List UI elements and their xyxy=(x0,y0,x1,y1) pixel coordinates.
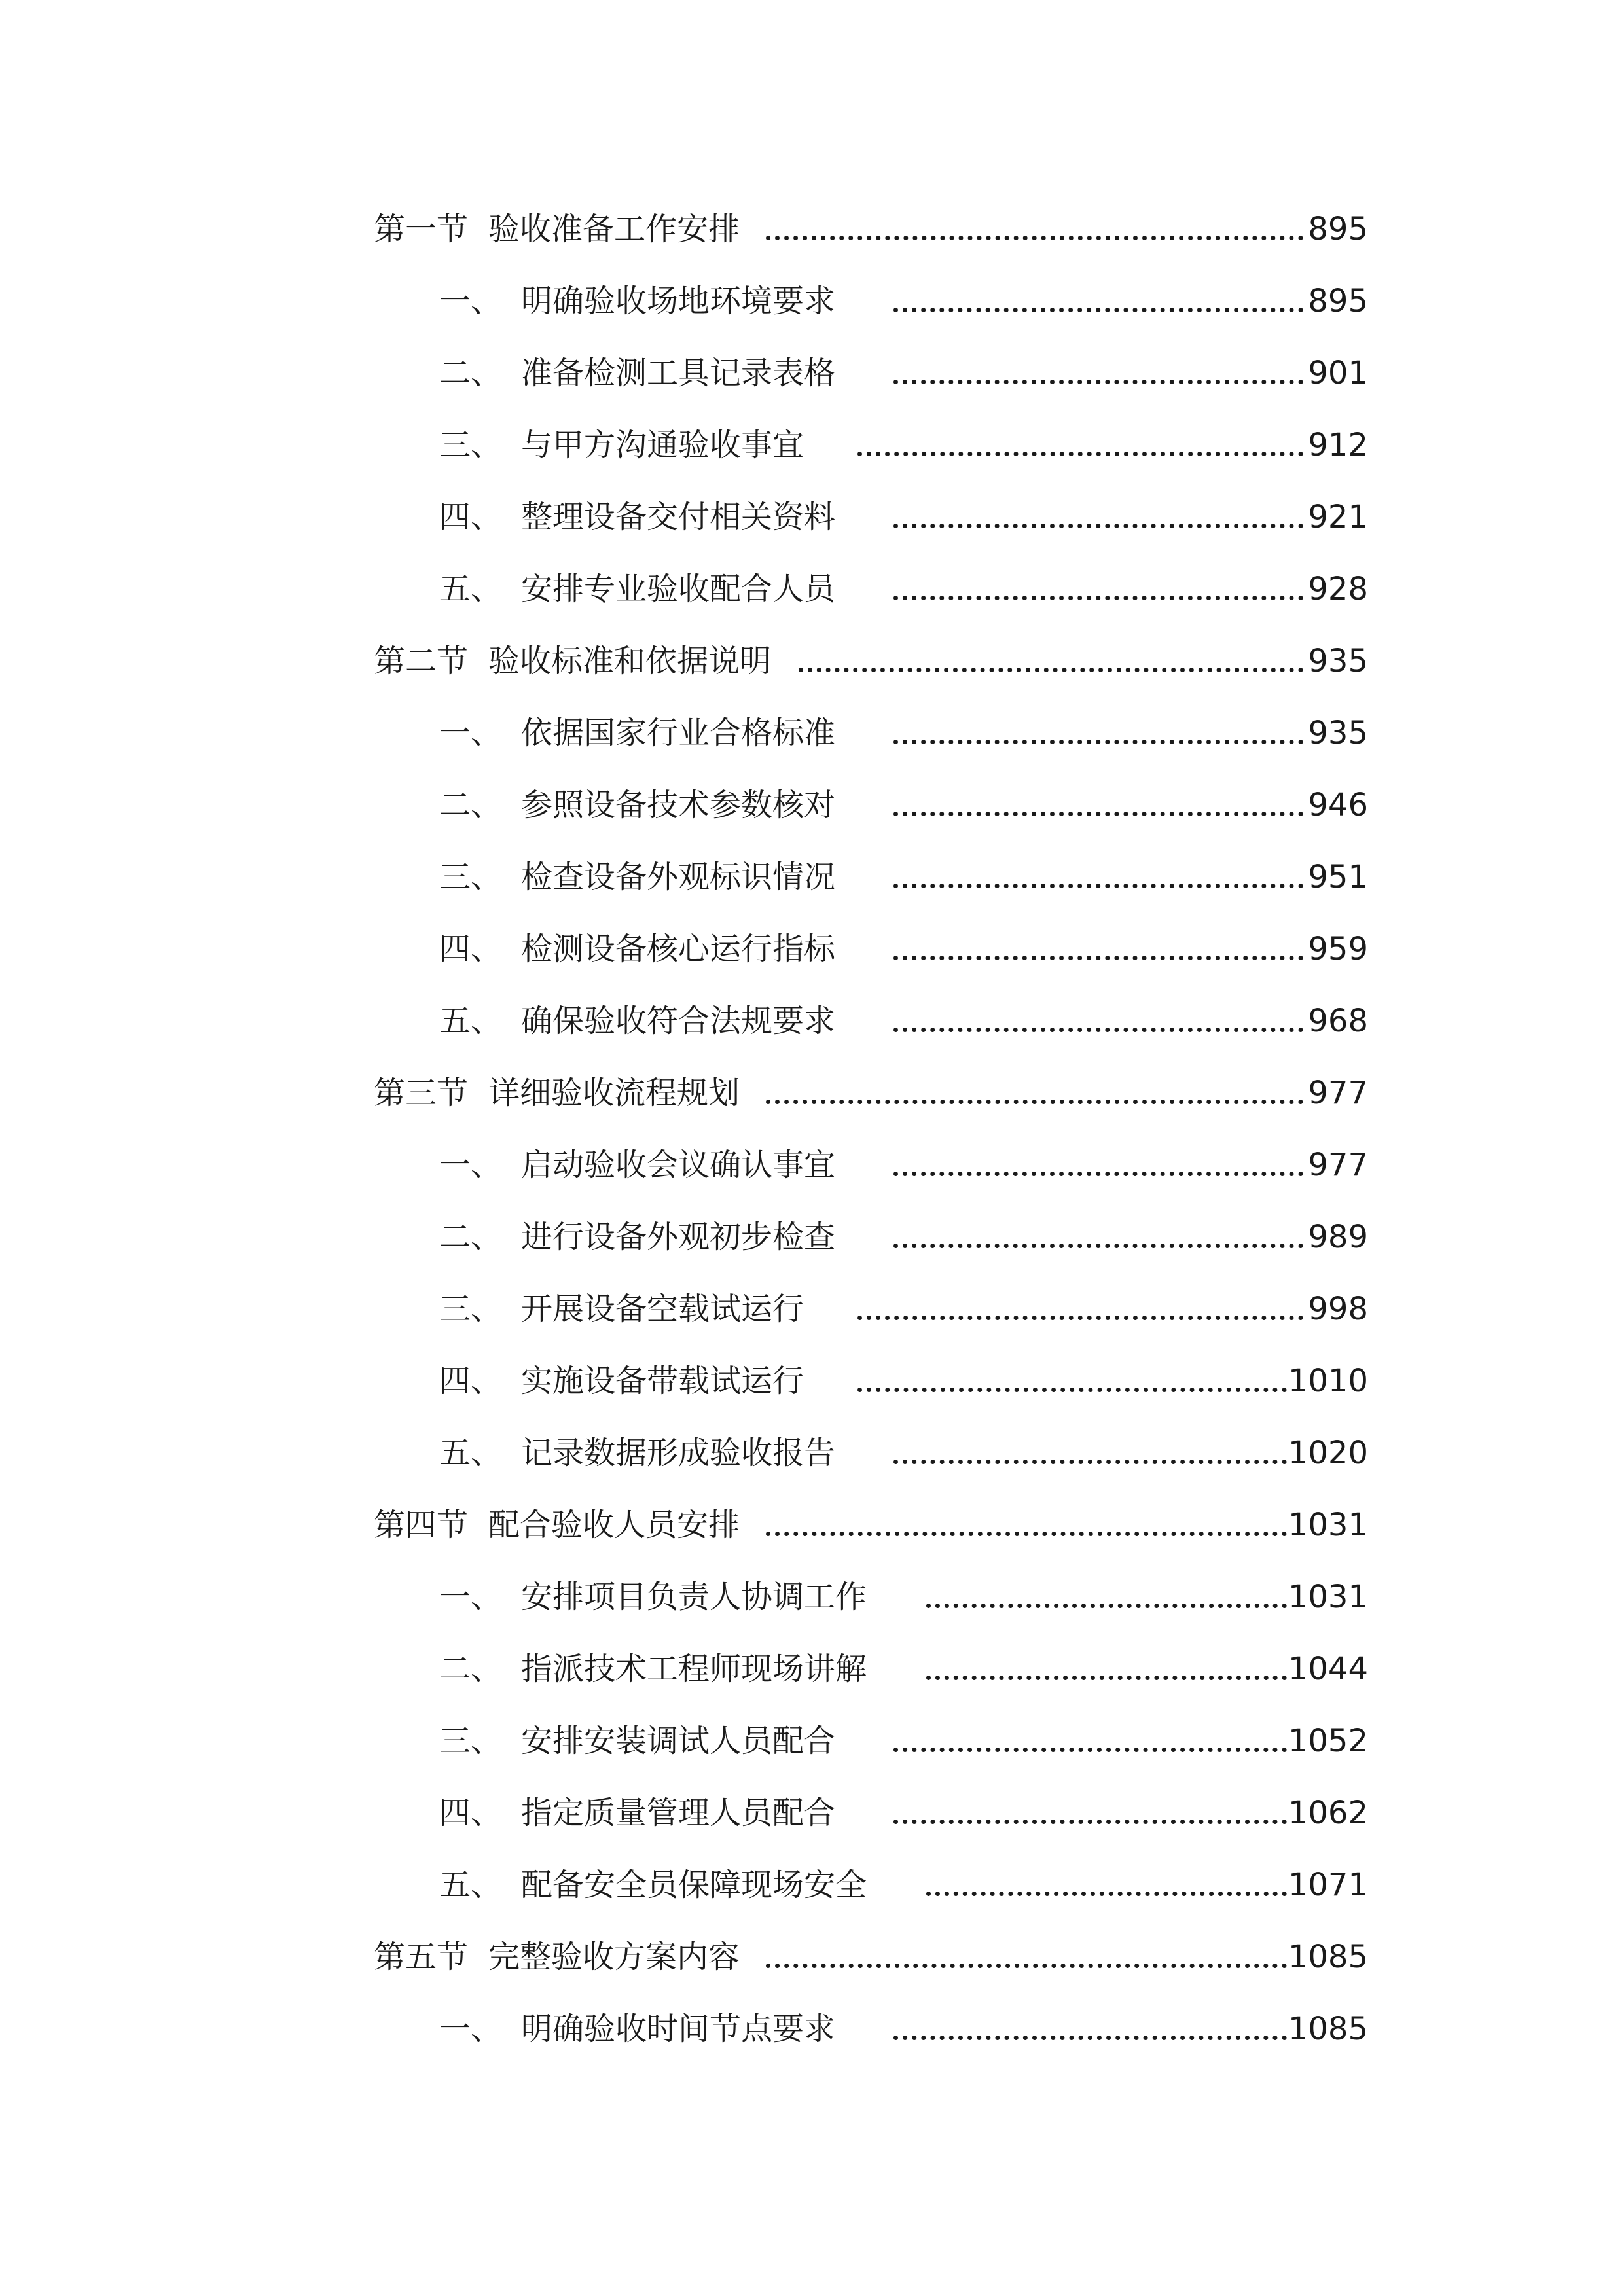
toc-item-title: 检查设备外观标识情况 xyxy=(521,859,836,895)
toc-page-number: 989 xyxy=(1308,1219,1368,1255)
toc-leader-dots xyxy=(766,1100,1303,1104)
toc-item-title: 配备安全员保障现场安全 xyxy=(521,1867,867,1903)
toc-item-number: 五、 xyxy=(439,1003,503,1039)
toc-page-number: 1010 xyxy=(1288,1363,1368,1399)
toc-section-number: 第四节 xyxy=(374,1507,469,1543)
toc-item-number: 三、 xyxy=(439,1291,503,1327)
toc-item-number: 四、 xyxy=(439,499,503,535)
toc-item-title: 记录数据形成验收报告 xyxy=(521,1435,836,1471)
toc-item[interactable] xyxy=(0,563,1624,615)
toc-page-number: 1020 xyxy=(1288,1435,1368,1471)
toc-page-number: 912 xyxy=(1308,427,1368,463)
toc-page-number: 951 xyxy=(1308,859,1368,895)
toc-leader-dots xyxy=(893,308,1303,312)
toc-item-title: 安排项目负责人协调工作 xyxy=(521,1579,867,1615)
toc-item-title: 明确验收场地环境要求 xyxy=(521,283,836,319)
toc-item-title: 依据国家行业合格标准 xyxy=(521,715,836,751)
toc-item-title: 明确验收时间节点要求 xyxy=(521,2011,836,2047)
toc-item[interactable] xyxy=(0,1787,1624,1839)
toc-page-number: 1031 xyxy=(1288,1507,1368,1543)
toc-item[interactable] xyxy=(0,1859,1624,1911)
toc-leader-dots xyxy=(893,1244,1303,1248)
toc-item-title: 开展设备空载试运行 xyxy=(521,1291,804,1327)
toc-item[interactable] xyxy=(0,1427,1624,1479)
toc-section-number: 第一节 xyxy=(374,211,469,247)
toc-item[interactable] xyxy=(0,995,1624,1047)
toc-page-number: 901 xyxy=(1308,355,1368,391)
toc-section-title: 验收准备工作安排 xyxy=(488,211,740,247)
toc-leader-dots xyxy=(857,1316,1303,1320)
toc-item-number: 五、 xyxy=(439,1867,503,1903)
toc-page-number: 998 xyxy=(1308,1291,1368,1327)
toc-item[interactable] xyxy=(0,779,1624,831)
toc-page-number: 959 xyxy=(1308,931,1368,967)
toc-item-number: 三、 xyxy=(439,859,503,895)
toc-item[interactable] xyxy=(0,1715,1624,1767)
toc-item-title: 进行设备外观初步检查 xyxy=(521,1219,836,1255)
toc-item-title: 指定质量管理人员配合 xyxy=(521,1795,836,1831)
toc-item-title: 与甲方沟通验收事宜 xyxy=(521,427,804,463)
toc-leader-dots xyxy=(893,812,1303,816)
toc-leader-dots xyxy=(766,1532,1287,1536)
toc-leader-dots xyxy=(893,1820,1287,1824)
toc-item[interactable] xyxy=(0,851,1624,903)
toc-section-3[interactable] xyxy=(0,1067,1624,1119)
toc-page-number: 935 xyxy=(1308,643,1368,679)
toc-item[interactable] xyxy=(0,1211,1624,1263)
toc-item-number: 五、 xyxy=(439,1435,503,1471)
toc-item[interactable] xyxy=(0,1643,1624,1695)
toc-leader-dots xyxy=(893,956,1303,960)
toc-leader-dots xyxy=(926,1604,1287,1608)
toc-page-number: 895 xyxy=(1308,283,1368,319)
toc-item-number: 一、 xyxy=(439,1579,503,1615)
toc-item-title: 准备检测工具记录表格 xyxy=(521,355,836,391)
toc-item-number: 四、 xyxy=(439,931,503,967)
toc-section-number: 第三节 xyxy=(374,1075,469,1111)
toc-page-number: 946 xyxy=(1308,787,1368,823)
toc-item-number: 二、 xyxy=(439,1219,503,1255)
toc-item[interactable] xyxy=(0,419,1624,471)
toc-item-title: 确保验收符合法规要求 xyxy=(521,1003,836,1039)
toc-leader-dots xyxy=(766,1964,1287,1968)
toc-leader-dots xyxy=(926,1892,1287,1896)
toc-leader-dots xyxy=(893,1172,1303,1176)
toc-leader-dots xyxy=(893,1748,1287,1752)
toc-leader-dots xyxy=(926,1676,1287,1680)
toc-item-title: 启动验收会议确认事宜 xyxy=(521,1147,836,1183)
toc-item-number: 一、 xyxy=(439,2011,503,2047)
toc-page-number: 1031 xyxy=(1288,1579,1368,1615)
toc-page-number: 968 xyxy=(1308,1003,1368,1039)
toc-section-title: 配合验收人员安排 xyxy=(488,1507,740,1543)
toc-leader-dots xyxy=(893,524,1303,528)
toc-item-title: 检测设备核心运行指标 xyxy=(521,931,836,967)
toc-page-number: 1071 xyxy=(1288,1867,1368,1903)
toc-item-number: 一、 xyxy=(439,715,503,751)
toc-item[interactable] xyxy=(0,491,1624,543)
toc-section-number: 第五节 xyxy=(374,1939,469,1975)
toc-item-number: 二、 xyxy=(439,1651,503,1687)
toc-item-title: 参照设备技术参数核对 xyxy=(521,787,836,823)
toc-item-number: 四、 xyxy=(439,1795,503,1831)
toc-section-1[interactable] xyxy=(0,203,1624,255)
toc-section-5[interactable] xyxy=(0,1931,1624,1983)
toc-item-number: 二、 xyxy=(439,355,503,391)
toc-page-number: 977 xyxy=(1308,1075,1368,1111)
toc-page-number: 921 xyxy=(1308,499,1368,535)
toc-section-title: 验收标准和依据说明 xyxy=(488,643,772,679)
toc-item[interactable] xyxy=(0,1355,1624,1407)
toc-item-number: 五、 xyxy=(439,571,503,607)
toc-page-number: 1044 xyxy=(1288,1651,1368,1687)
toc-page-number: 1052 xyxy=(1288,1723,1368,1759)
toc-page-number: 1085 xyxy=(1288,2011,1368,2047)
toc-leader-dots xyxy=(893,1460,1287,1464)
toc-item[interactable] xyxy=(0,1139,1624,1191)
toc-section-title: 完整验收方案内容 xyxy=(488,1939,740,1975)
toc-page-number: 935 xyxy=(1308,715,1368,751)
toc-page-number: 1085 xyxy=(1288,1939,1368,1975)
toc-leader-dots xyxy=(857,452,1303,456)
toc-item[interactable] xyxy=(0,275,1624,327)
toc-section-title: 详细验收流程规划 xyxy=(488,1075,740,1111)
toc-item-title: 实施设备带载试运行 xyxy=(521,1363,804,1399)
toc-item[interactable] xyxy=(0,707,1624,759)
toc-item[interactable] xyxy=(0,2003,1624,2055)
toc-item-title: 安排安装调试人员配合 xyxy=(521,1723,836,1759)
toc-leader-dots xyxy=(893,2036,1287,2040)
toc-leader-dots xyxy=(893,380,1303,384)
toc-leader-dots xyxy=(893,596,1303,600)
toc-leader-dots xyxy=(799,668,1303,672)
toc-leader-dots xyxy=(857,1388,1287,1392)
toc-item-title: 安排专业验收配合人员 xyxy=(521,571,836,607)
toc-leader-dots xyxy=(893,884,1303,888)
toc-item[interactable] xyxy=(0,1571,1624,1623)
toc-item-number: 三、 xyxy=(439,427,503,463)
toc-item[interactable] xyxy=(0,347,1624,399)
toc-item-title: 指派技术工程师现场讲解 xyxy=(521,1651,867,1687)
toc-page-number: 895 xyxy=(1308,211,1368,247)
toc-page-number: 1062 xyxy=(1288,1795,1368,1831)
toc-section-number: 第二节 xyxy=(374,643,469,679)
toc-item-number: 四、 xyxy=(439,1363,503,1399)
toc-item[interactable] xyxy=(0,923,1624,975)
toc-item-number: 一、 xyxy=(439,283,503,319)
toc-page-number: 977 xyxy=(1308,1147,1368,1183)
toc-section-4[interactable] xyxy=(0,1499,1624,1551)
toc-item-number: 一、 xyxy=(439,1147,503,1183)
toc-page-number: 928 xyxy=(1308,571,1368,607)
toc-leader-dots xyxy=(893,740,1303,744)
toc-item-title: 整理设备交付相关资料 xyxy=(521,499,836,535)
toc-leader-dots xyxy=(766,236,1303,240)
toc-item-number: 二、 xyxy=(439,787,503,823)
toc-item[interactable] xyxy=(0,1283,1624,1335)
toc-item-number: 三、 xyxy=(439,1723,503,1759)
toc-leader-dots xyxy=(893,1028,1303,1032)
toc-section-2[interactable] xyxy=(0,635,1624,687)
